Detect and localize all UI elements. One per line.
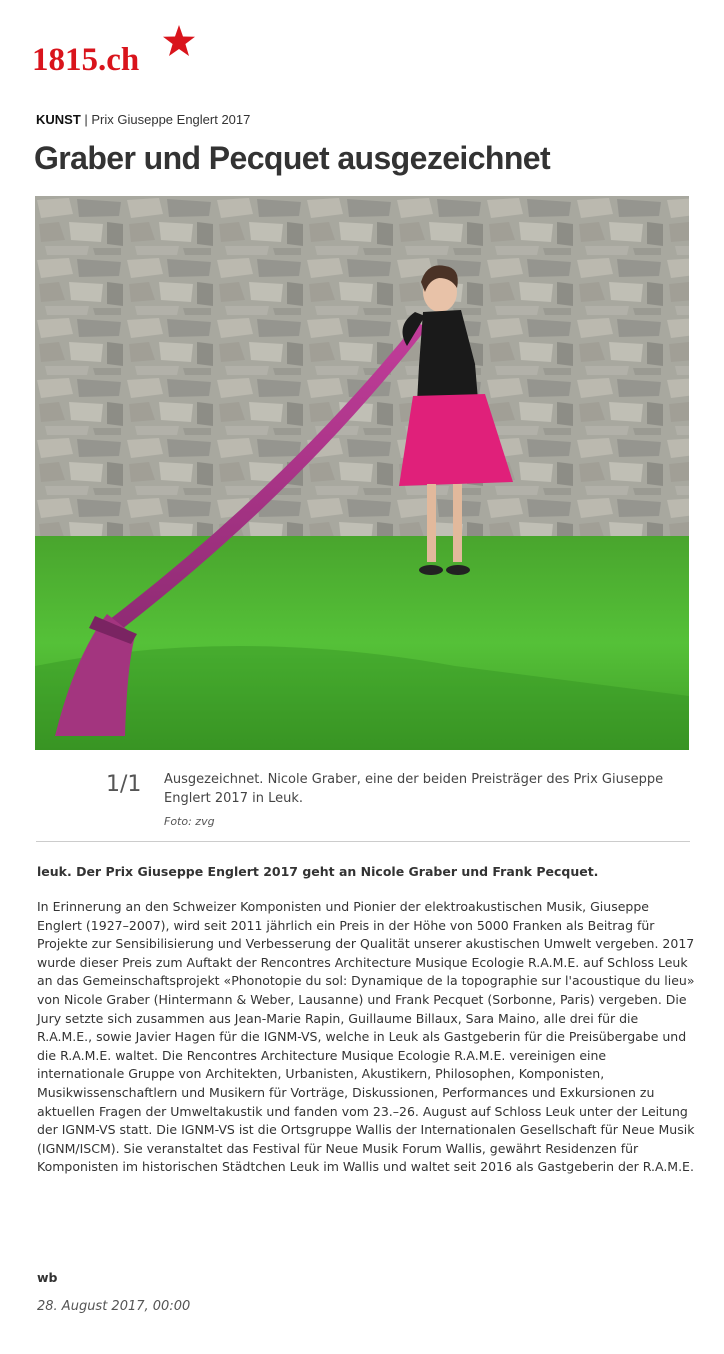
kicker-separator: |	[80, 112, 92, 127]
category-link[interactable]: KUNST	[36, 112, 81, 127]
star-icon	[162, 24, 196, 58]
article-kicker	[36, 112, 250, 128]
article-lead: leuk. Der Prix Giuseppe Englert 2017 geht an Nicole Graber und Frank Pecquet.	[37, 864, 599, 879]
site-logo[interactable]: 1815.ch	[32, 42, 140, 78]
image-caption: Ausgezeichnet. Nicole Graber, eine der beiden Preisträger des Prix Giuseppe Englert 2017 in Leuk.	[164, 772, 664, 806]
article-photo[interactable]	[35, 196, 689, 750]
article-body: In Erinnerung an den Schweizer Komponisten und Pionier der elektroakustischen Musik, Giuseppe Englert (1927–2007), wird seit 2011 jährlich ein Preis in der Höhe von 5000 Franken als Beitrag für Projekte zur Sensibilisierung und Verbesserung der Qualität unserer akustischen Umwelt vergeben. 2017 wurde dieser Preis zum Auftakt der Rencontres Architecture Musique Ecologie R.A.M.E. auf Schloss Leuk an das Gemeinschaftsprojekt «Phonotopie du sol: Dynamique de la topographie sur l'acoustique du lieu» von Nicole Graber (Hintermann & Weber, Lausanne) und Frank Pecquet (Sorbonne, Paris) vergeben. Die Jury setzte sich zusammen aus Jean-Marie Rapin, Guillaume Billaux, Sara Maino, alle drei für die R.A.M.E., sowie Javier Hagen für die IGNM-VS, welche in Leuk als Gastgeberin für die Preisübergabe und die R.A.M.E. waltet. Die Rencontres Architecture Musique Ecologie R.A.M.E. vereinigen eine internationale Gruppe von Architekten, Urbanisten, Akustikern, Philosophen, Komponisten, Musikwissenschaftlern und Musikern für Vorträge, Diskussionen, Performances und Exkursionen zu aktuellen Fragen der Umweltakustik und fanden vom 23.–26. August auf Schloss Leuk unter der Leitung der IGNM-VS statt. Die IGNM-VS ist die Ortsgruppe Wallis der Internationalen Gesellschaft für Neue Musik (IGNM/ISCM). Sie veranstaltet das Festival für Neue Musik Forum Wallis, gewährt Residenzen für Komponisten im historischen Städtchen Leuk im Wallis und waltet seit 2016 als Gastgeberin der R.A.M.E.	[37, 899, 695, 1175]
article-author: wb	[37, 1270, 58, 1285]
article-topic: Prix Giuseppe Englert 2017	[91, 112, 251, 127]
article-date: 28. August 2017, 00:00	[37, 1299, 191, 1314]
image-credit: Foto: zvg	[164, 815, 215, 828]
image-counter: 1/1	[106, 772, 142, 797]
article-headline: Graber und Pecquet ausgezeichnet	[34, 140, 551, 176]
caption-divider	[36, 841, 690, 842]
